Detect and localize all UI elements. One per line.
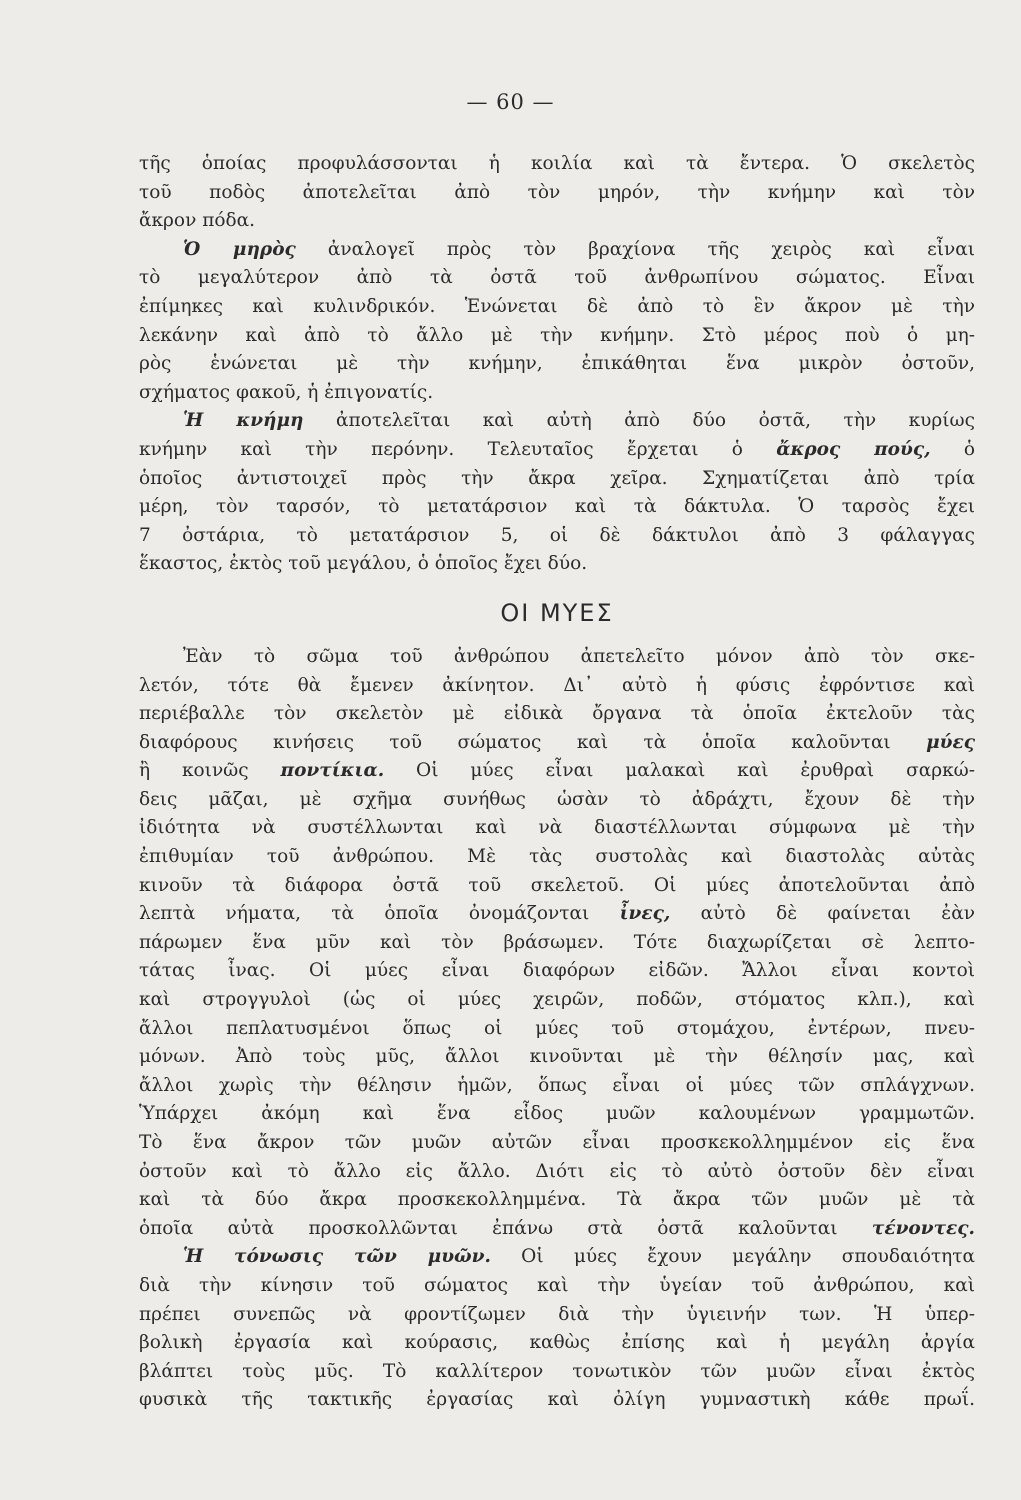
text-segment: ἰδιότητα νὰ συστέλλωνται καὶ νὰ διαστέλλωνται σύμφωνα μὲ τὴν [139, 817, 975, 839]
text-line [139, 550, 975, 579]
text-line [139, 872, 975, 901]
text-line [139, 1386, 975, 1415]
text-segment: διαφόρους κινήσεις τοῦ σώματος καὶ τὰ ὁποῖα καλοῦνται [139, 731, 927, 753]
text-segment: ἄκρον πόδα. [139, 210, 256, 232]
section-heading: ΟΙ ΜΥΕΣ [500, 598, 614, 627]
paragraphs-skeleton [139, 150, 975, 579]
text-line [139, 207, 975, 236]
text-line [139, 929, 975, 958]
emphasized-term: Ἡ τόνωσις τῶν μυῶν. [183, 1246, 491, 1268]
text-segment: ὁ [930, 438, 975, 460]
text-line [139, 264, 975, 293]
text-segment: 7 ὀστάρια, τὸ μετατάρσιον 5, οἱ δὲ δάκτυλοι ἀπὸ 3 φάλαγγας [139, 524, 975, 546]
text-line [139, 407, 975, 436]
text-segment: ἐπίμηκες καὶ κυλινδρικόν. Ἑνώνεται δὲ ἀπὸ τὸ ἓν ἄκρον μὲ τὴν [139, 295, 975, 317]
text-segment: Ὑπάρχει ἀκόμη καὶ ἕνα εἶδος μυῶν καλουμένων γραμμωτῶν. [139, 1103, 975, 1125]
text-line [139, 1015, 975, 1044]
text-line [139, 322, 975, 351]
text-line [139, 293, 975, 322]
text-line [139, 436, 975, 465]
text-segment: δεις μᾶζαι, μὲ σχῆμα συνήθως ὡσὰν τὸ ἀδράχτι, ἔχουν δὲ τὴν [139, 788, 975, 810]
emphasized-term: μύες [926, 731, 975, 753]
text-line [139, 150, 975, 179]
text-line [139, 643, 975, 672]
text-line [139, 1329, 975, 1358]
text-line [139, 1129, 975, 1158]
text-segment: τοῦ ποδὸς ἀποτελεῖται ἀπὸ τὸν μηρόν, τὴν κνήμην καὶ τὸν [139, 181, 975, 203]
text-segment: πρέπει συνεπῶς νὰ φροντίζωμεν διὰ τὴν ὑγιεινήν των. Ἡ ὑπερ- [139, 1303, 975, 1325]
text-line [139, 672, 975, 701]
text-line [139, 522, 975, 551]
text-line [139, 986, 975, 1015]
text-line [139, 1272, 975, 1301]
text-segment: καὶ τὰ δύο ἄκρα προσκεκολλημμένα. Τὰ ἄκρα τῶν μυῶν μὲ τὰ [139, 1189, 975, 1211]
text-segment: ἄλλοι χωρὶς τὴν θέλησιν ἡμῶν, ὅπως εἶναι οἱ μύες τῶν σπλάγχνων. [139, 1074, 975, 1096]
emphasized-term: τένοντες. [871, 1217, 975, 1239]
text-segment: σχήματος φακοῦ, ἡ ἐπιγονατίς. [139, 381, 434, 403]
text-segment: κνήμην καὶ τὴν περόνην. Τελευταῖος ἔρχεται ὁ [139, 438, 777, 460]
text-line [139, 465, 975, 494]
text-segment: τῆς ὁποίας προφυλάσσονται ἡ κοιλία καὶ τὰ ἔντερα. Ὁ σκελετὸς [139, 153, 975, 174]
text-line [139, 1158, 975, 1187]
text-line [139, 1358, 975, 1387]
text-line [139, 814, 975, 843]
text-line [139, 493, 975, 522]
text-segment: λεπτὰ νήματα, τὰ ὁποῖα ὀνομάζονται [139, 903, 620, 925]
emphasized-term: ἶνες, [619, 903, 671, 925]
text-segment: ἢ κοινῶς [139, 760, 281, 782]
text-block [139, 150, 975, 1415]
text-segment: διὰ τὴν κίνησιν τοῦ σώματος καὶ τὴν ὑγείαν τοῦ ἀνθρώπου, καὶ [139, 1274, 975, 1296]
text-line [139, 786, 975, 815]
text-segment: λεκάνην καὶ ἀπὸ τὸ ἄλλο μὲ τὴν κνήμην. Στὸ μέρος ποὺ ὁ μη- [139, 324, 975, 346]
text-line [139, 1301, 975, 1330]
text-segment: βολικὴ ἐργασία καὶ κούρασις, καθὼς ἐπίσης καὶ ἡ μεγάλη ἀργία [139, 1332, 975, 1354]
text-line [139, 957, 975, 986]
text-segment: πάρωμεν ἕνα μῦν καὶ τὸν βράσωμεν. Τότε διαχωρίζεται σὲ λεπτο- [139, 931, 975, 953]
text-segment: κινοῦν τὰ διάφορα ὀστᾶ τοῦ σκελετοῦ. Οἱ μύες ἀποτελοῦνται ἀπὸ [139, 874, 975, 896]
text-line [139, 1100, 975, 1129]
emphasized-term: Ἡ κνήμη [183, 410, 304, 432]
page-number: — 60 — [466, 90, 555, 114]
text-segment: ὁποῖος ἀντιστοιχεῖ πρὸς τὴν ἄκρα χεῖρα. Σχηματίζεται ἀπὸ τρία [139, 467, 975, 489]
text-segment: ὀστοῦν καὶ τὸ ἄλλο εἰς ἄλλο. Διότι εἰς τὸ αὐτὸ ὀστοῦν δὲν εἶναι [139, 1160, 975, 1182]
text-line [139, 729, 975, 758]
text-segment: ρὸς ἑνώνεται μὲ τὴν κνήμην, ἐπικάθηται ἕνα μικρὸν ὀστοῦν, [139, 353, 975, 375]
text-line [139, 1043, 975, 1072]
text-line [139, 900, 975, 929]
text-segment: ἀποτελεῖται καὶ αὐτὴ ἀπὸ δύο ὀστᾶ, τὴν κυρίως [303, 410, 975, 432]
text-line [139, 1186, 975, 1215]
text-line [139, 700, 975, 729]
text-segment: λετόν, τότε θὰ ἔμενεν ἀκίνητον. Δι᾽ αὐτὸ ἡ φύσις ἐφρόντισε καὶ [139, 674, 975, 696]
text-segment: ἕκαστος, ἐκτὸς τοῦ μεγάλου, ὁ ὁποῖος ἔχει δύο. [139, 553, 588, 575]
text-segment: ὁποῖα αὐτὰ προσκολλῶνται ἐπάνω στὰ ὀστᾶ καλοῦνται [139, 1217, 872, 1239]
text-segment: τάτας ἶνας. Οἱ μύες εἶναι διαφόρων εἰδῶν. Ἄλλοι εἶναι κοντοὶ [139, 960, 975, 982]
text-line [139, 1072, 975, 1101]
text-segment: τὸ μεγαλύτερον ἀπὸ τὰ ὀστᾶ τοῦ ἀνθρωπίνου σώματος. Εἶναι [139, 267, 975, 289]
text-segment: Τὸ ἕνα ἄκρον τῶν μυῶν αὐτῶν εἶναι προσκεκολλημμένον εἰς ἕνα [139, 1132, 975, 1153]
text-line [139, 757, 975, 786]
text-segment: Ἐὰν τὸ σῶμα τοῦ ἀνθρώπου ἀπετελεῖτο μόνον ἀπὸ τὸν σκε- [183, 645, 975, 667]
text-segment: ἄλλοι πεπλατυσμένοι ὅπως οἱ μύες τοῦ στομάχου, ἐντέρων, πνευ- [139, 1017, 975, 1039]
text-line [139, 843, 975, 872]
text-segment: φυσικὰ τῆς τακτικῆς ἐργασίας καὶ ὀλίγη γυμναστικὴ κάθε πρωΐ. [139, 1389, 975, 1411]
text-line [139, 179, 975, 208]
text-segment: ἐπιθυμίαν τοῦ ἀνθρώπου. Μὲ τὰς συστολὰς καὶ διαστολὰς αὐτὰς [139, 846, 975, 868]
text-segment: βλάπτει τοὺς μῦς. Τὸ καλλίτερον τονωτικὸν τῶν μυῶν εἶναι ἐκτὸς [139, 1360, 975, 1382]
paragraphs-muscles [139, 643, 975, 1415]
emphasized-term: ποντίκια. [280, 760, 385, 782]
emphasized-term: Ὁ μηρὸς [183, 238, 296, 260]
text-segment: περιέβαλλε τὸν σκελετὸν μὲ εἰδικὰ ὄργανα τὰ ὁποῖα ἐκτελοῦν τὰς [139, 703, 975, 725]
text-segment: αὐτὸ δὲ φαίνεται ἐὰν [670, 903, 975, 925]
text-line [139, 1243, 975, 1272]
text-line [139, 379, 975, 408]
text-segment: μόνων. Ἀπὸ τοὺς μῦς, ἄλλοι κινοῦνται μὲ τὴν θέλησίν μας, καὶ [139, 1046, 975, 1068]
emphasized-term: ἄκρος πούς, [776, 438, 931, 460]
text-segment: ἀναλογεῖ πρὸς τὸν βραχίονα τῆς χειρὸς καὶ εἶναι [295, 238, 975, 260]
text-segment: Οἱ μύες εἶναι μαλακαὶ καὶ ἐρυθραὶ σαρκώ- [384, 760, 975, 782]
text-segment: μέρη, τὸν ταρσόν, τὸ μετατάρσιον καὶ τὰ δάκτυλα. Ὁ ταρσὸς ἔχει [139, 496, 975, 518]
text-line [139, 236, 975, 265]
text-segment: Οἱ μύες ἔχουν μεγάλην σπουδαιότητα [490, 1246, 975, 1268]
text-segment: καὶ στρογγυλοὶ (ὡς οἱ μύες χειρῶν, ποδῶν, στόματος κλπ.), καὶ [139, 989, 975, 1011]
text-line [139, 1215, 975, 1244]
text-line [139, 350, 975, 379]
